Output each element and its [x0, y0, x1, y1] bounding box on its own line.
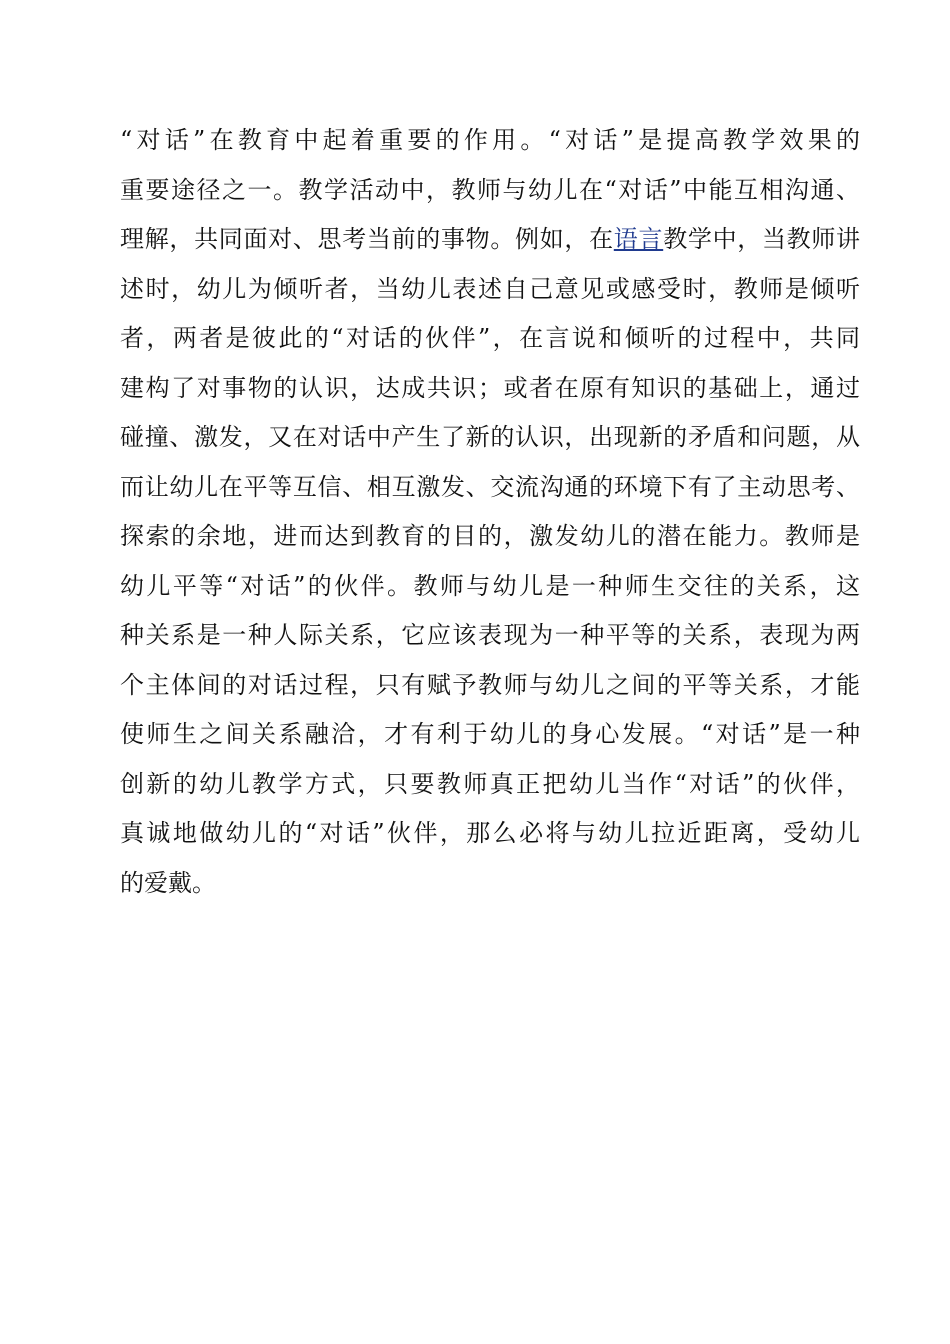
- text-line-9: 探索的余地，进而达到教育的目的，激发幼儿的潜在能力。教师是: [120, 522, 860, 550]
- text-line-8: 而让幼儿在平等互信、相互激发、交流沟通的环境下有了主动思考、: [120, 472, 860, 501]
- text-line-13: 使师生之间关系融洽，才有利于幼儿的身心发展。“对话”是一种: [120, 720, 860, 748]
- text-line-3: [120, 215, 860, 265]
- text-line-6: 建构了对事物的认识，达成共识；或者在原有知识的基础上，通过: [120, 373, 860, 402]
- text-line-3-start: 理解，共同面对、思考当前的事物。例如，在: [120, 225, 614, 253]
- text-line-7: 碰撞、激发，又在对话中产生了新的认识，出现新的矛盾和问题，从: [120, 423, 860, 451]
- language-link[interactable]: 语言: [613, 225, 664, 253]
- text-line-2: 重要途径之一。教学活动中，教师与幼儿在“对话”中能互相沟通、: [120, 175, 860, 204]
- text-line-10: 幼儿平等“对话”的伙伴。教师与幼儿是一种师生交往的关系，这: [120, 571, 860, 600]
- text-line-12: 个主体间的对话过程，只有赋予教师与幼儿之间的平等关系，才能: [120, 670, 860, 699]
- text-line-1: “对话”在教育中起着重要的作用。“对话”是提高教学效果的: [120, 126, 860, 154]
- text-line-3-end: 教学中，当教师讲: [663, 225, 861, 253]
- text-line-4: 述时，幼儿为倾听者，当幼儿表述自己意见或感受时，教师是倾听: [120, 274, 860, 303]
- body-paragraph: [120, 116, 860, 908]
- text-line-5: 者，两者是彼此的“对话的伙伴”，在言说和倾听的过程中，共同: [120, 324, 860, 352]
- text-line-14: 创新的幼儿教学方式，只要教师真正把幼儿当作“对话”的伙伴，: [120, 769, 860, 798]
- text-line-16: 的爱戴。: [120, 868, 216, 897]
- text-line-11: 种关系是一种人际关系，它应该表现为一种平等的关系，表现为两: [120, 621, 860, 649]
- text-line-15: 真诚地做幼儿的“对话”伙伴，那么必将与幼儿拉近距离，受幼儿: [120, 819, 860, 847]
